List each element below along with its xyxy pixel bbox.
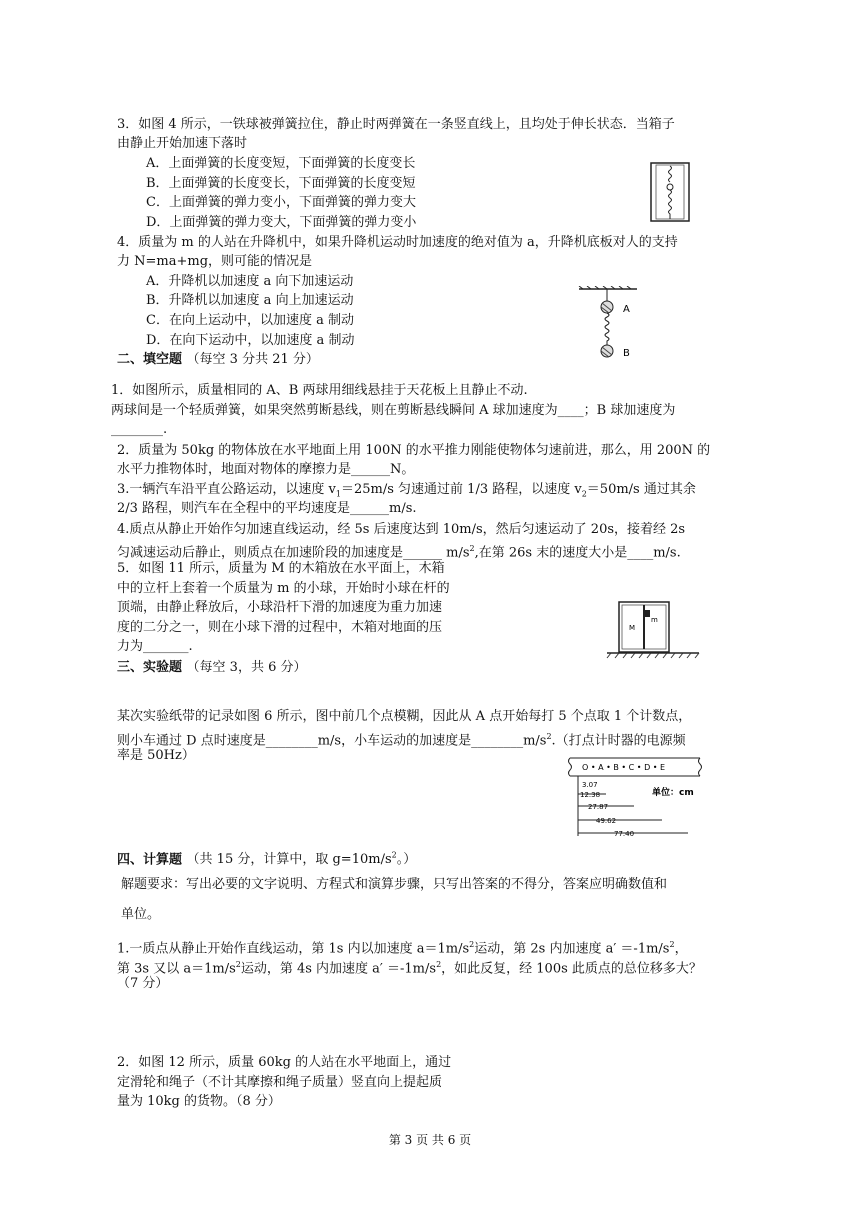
calc-1-line3: （7 分）: [117, 976, 169, 991]
section-title: 四、计算题: [117, 852, 183, 868]
q3-option-c: C．上面弹簧的弹力变小，下面弹簧的弹力变大: [146, 195, 416, 210]
section-title: 二、填空题: [117, 352, 183, 367]
fill-1-line1: 1．如图所示，质量相同的 A、B 两球用细线悬挂于天花板上且静止不动.: [111, 383, 528, 398]
section-note: （共 15 分，计算中，取 $g=10m/s^2$。）: [186, 851, 417, 868]
q4-stem-line2: 力 N=ma+mg，则可能的情况是: [117, 254, 313, 269]
section-note: （每空 3 分共 21 分）: [186, 352, 319, 367]
fill-2-line2: 水平力推物体时，地面对物体的摩擦力是______N。: [117, 462, 415, 477]
q4-option-a: A．升降机以加速度 a 向下加速运动: [146, 274, 354, 289]
fill-4-line1: 4.质点从静止开始作匀加速直线运动，经 5s 后速度达到 10m/s，然后匀速运动了 20s，接着经 2s: [117, 522, 686, 537]
q4-stem-line1: 4．质量为 m 的人站在升降机中，如果升降机运动时加速度的绝对值为 a，升降机底板对人的支持: [117, 235, 678, 250]
experiment-line3: 率是 50Hz）: [117, 748, 195, 763]
fill-5-line5: 力为_______.: [117, 639, 193, 654]
figure-hanging-spheres: [575, 286, 645, 362]
fill-1-line3: ________.: [111, 422, 168, 437]
q3-option-d: D．上面弹簧的弹力变大，下面弹簧的弹力变小: [146, 215, 417, 230]
fill-2-line1: 2．质量为 50kg 的物体放在水平地面上用 100N 的水平推力刚能使物体匀速前进，那么，用 200N 的: [117, 443, 711, 458]
experiment-line2: 则小车通过 D 点时速度是________m/s，小车运动的加速度是$\_\_\_\_\_\_\_\_m/s^2$.（打点计时器的电源频: [117, 732, 686, 749]
fill-1-line2: 两球间是一个轻质弹簧，如果突然剪断悬线，则在剪断悬线瞬间 A 球加速度为____；B 球加速度为: [111, 403, 676, 418]
section-note: （每空 3，共 6 分）: [186, 660, 307, 675]
q4-option-b: B．升降机以加速度 a 向上加速运动: [146, 293, 354, 308]
calc-1-line1: 1.一质点从静止开始作直线运动，第 1s 内以加速度 $a=1m/s^2$运动，第 2s 内加速度 $a' =-1m/s^2$，: [117, 940, 688, 957]
tape-d4: 77.40: [614, 830, 635, 836]
section-title: 三、实验题: [117, 660, 183, 675]
q3-stem-line2: 由静止开始加速下落时: [117, 136, 248, 151]
calc-2-line2: 定滑轮和绳子（不计其摩擦和绳子质量）竖直向上提起质: [117, 1075, 443, 1090]
figure-11-wooden-box: [603, 598, 703, 662]
fill-5-line4: 度的二分之一，则在小球下滑的过程中，木箱对地面的压: [117, 620, 443, 635]
q3-stem-line1: 3．如图 4 所示，一铁球被弹簧拉住，静止时两弹簧在一条竖直线上，且均处于伸长状态．当箱子: [117, 117, 675, 132]
fill-5-line3: 顶端，由静止释放后，小球沿杆下滑的加速度为重力加速: [117, 600, 443, 615]
label-b: B: [623, 348, 630, 359]
tape-d2: 27.87: [588, 803, 609, 811]
label-box-mass: M: [629, 624, 636, 632]
solution-requirements-line2: 单位。: [121, 907, 161, 922]
tape-points: O • A • B • C • D • E: [582, 763, 666, 772]
calc-1-line2: 第 3s 又以 $a=1m/s^2$运动，第 4s 内加速度 $a' =-1m/s^2$，如此反复，经 100s 此质点的总位移多大？: [117, 960, 702, 977]
section-experiment-heading: [117, 659, 307, 677]
experiment-line1: 某次实验纸带的记录如图 6 所示，图中前几个点模糊，因此从 A 点开始每打 5 个点取 1 个计数点，: [117, 709, 692, 724]
q3-option-a: A．上面弹簧的长度变短，下面弹簧的长度变长: [146, 156, 416, 171]
q3-option-b: B．上面弹簧的长度变长，下面弹簧的长度变短: [146, 176, 416, 191]
fill-5-line1: 5．如图 11 所示，质量为 M 的木箱放在水平面上，木箱: [117, 561, 445, 576]
figure-6-paper-tape: [560, 756, 710, 836]
tape-d0: 3.07: [582, 781, 598, 789]
calc-2-line3: 量为 10kg 的货物。（8 分）: [117, 1094, 281, 1109]
tape-unit: 单位：cm: [652, 788, 694, 798]
label-a: A: [623, 304, 630, 315]
fill-3-line1: 3.一辆汽车沿平直公路运动，以速度 $v_1=25m/s$ 匀速通过前 1/3 路程，以速度 $v_2=50m/s$ 通过其余: [117, 482, 696, 499]
label-ball-mass: m: [651, 616, 658, 624]
fill-4-line2: 匀减速运动后静止，则质点在加速阶段的加速度是______ $m/s^2$,在第 26s 末的速度大小是____m/s.: [117, 544, 681, 561]
section-calculation-heading: [117, 847, 416, 869]
figure-4-box-springs: [650, 162, 690, 222]
fill-3-line2: 2/3 路程，则汽车在全程中的平均速度是______m/s.: [117, 501, 417, 516]
fill-5-line2: 中的立杆上套着一个质量为 m 的小球，开始时小球在杆的: [117, 581, 450, 596]
section-fill-in-heading: [117, 351, 319, 369]
tape-d1: 12.38: [580, 791, 601, 799]
q4-option-d: D．在向下运动中，以加速度 a 制动: [146, 333, 355, 348]
q4-option-c: C．在向上运动中，以加速度 a 制动: [146, 313, 354, 328]
tape-d3: 49.62: [596, 817, 617, 825]
calc-2-line1: 2．如图 12 所示，质量 60kg 的人站在水平地面上，通过: [117, 1055, 452, 1070]
page-footer: 第 3 页 共 6 页: [388, 1133, 472, 1147]
solution-requirements-line1: 解题要求：写出必要的文字说明、方程式和演算步骤，只写出答案的不得分，答案应明确数值和: [121, 877, 668, 892]
